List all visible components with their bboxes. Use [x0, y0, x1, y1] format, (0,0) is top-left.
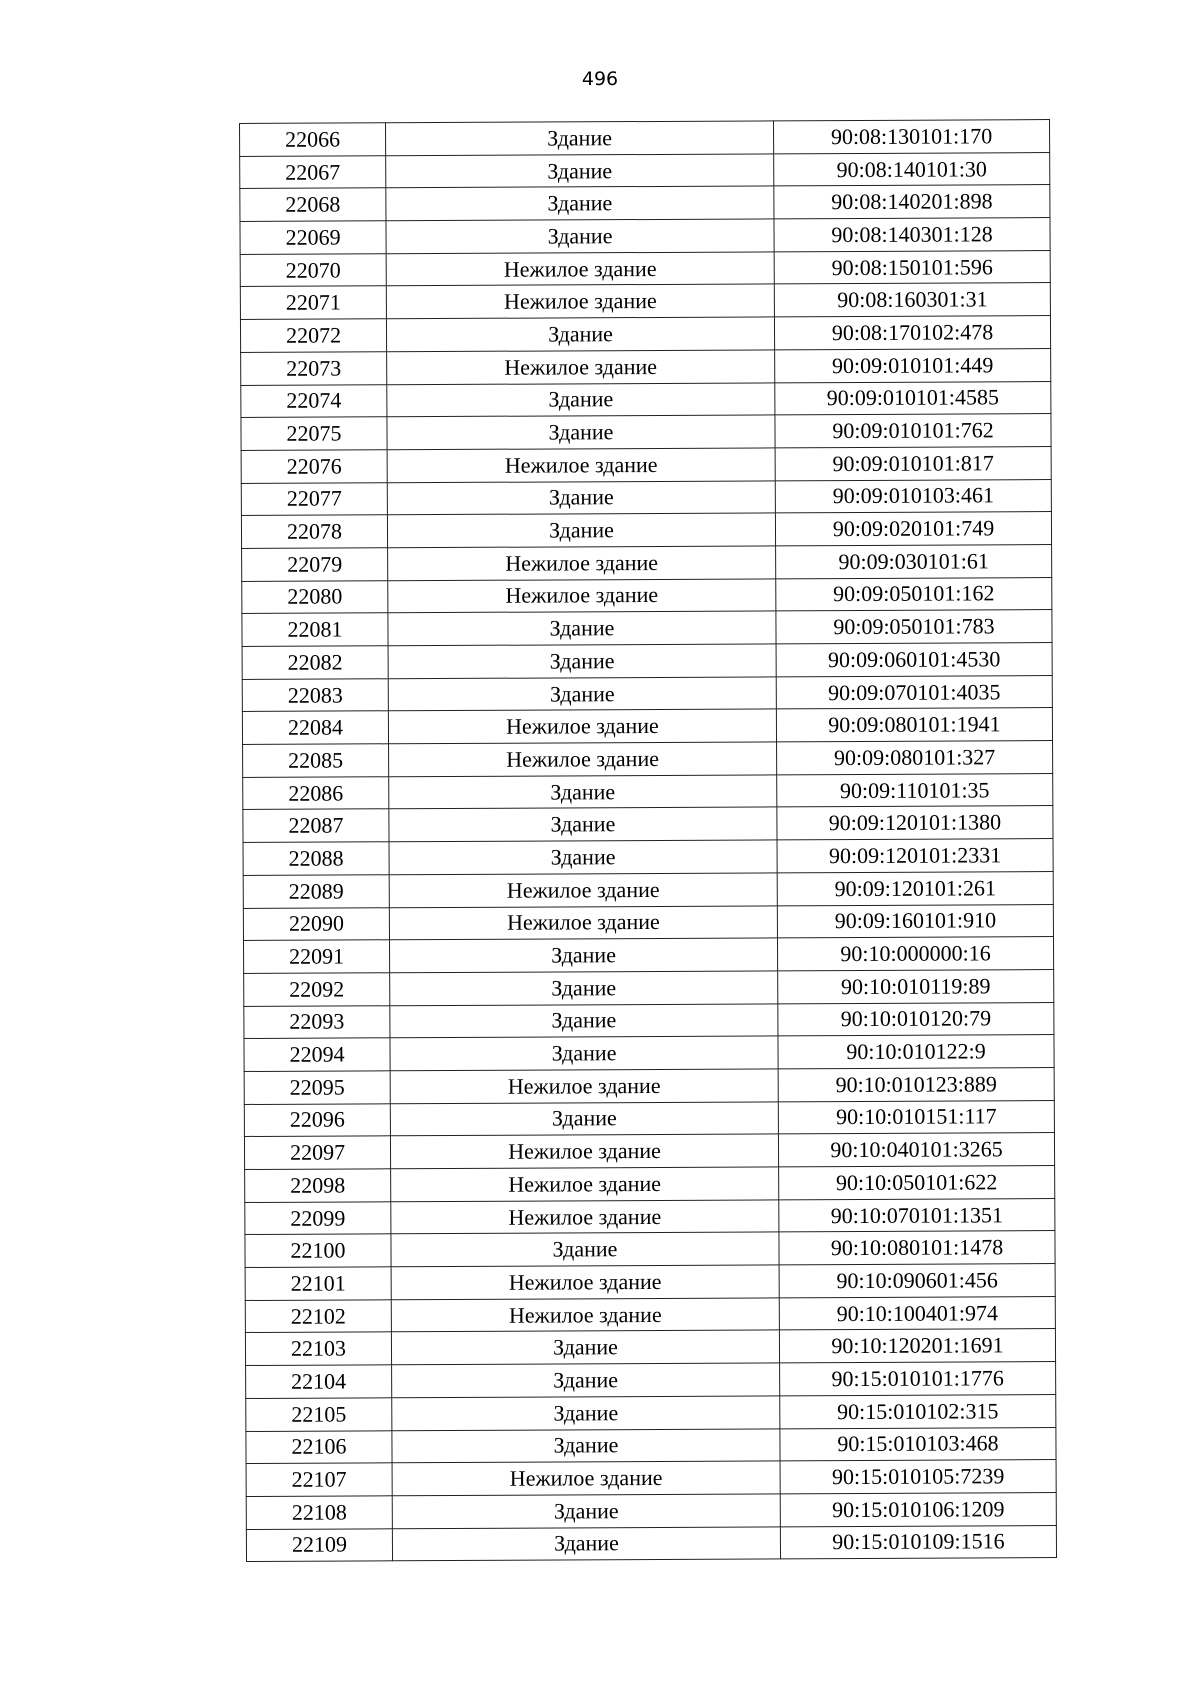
- object-type-cell: Нежилое здание: [389, 873, 777, 908]
- cadastral-number-cell: 90:15:010109:1516: [780, 1525, 1056, 1559]
- table-row: [242, 643, 1052, 680]
- record-number-cell: 22084: [242, 711, 388, 744]
- cadastral-number-cell: 90:10:000000:16: [777, 937, 1053, 971]
- cadastral-number-cell: 90:10:080101:1478: [779, 1231, 1055, 1265]
- table-row: [246, 1427, 1056, 1464]
- object-type-cell: Здание: [388, 644, 776, 679]
- record-number-cell: 22106: [246, 1430, 392, 1463]
- object-type-cell: Здание: [388, 677, 776, 712]
- table-row: [243, 806, 1053, 843]
- cadastral-number-cell: 90:09:060101:4530: [776, 643, 1052, 677]
- cadastral-number-cell: 90:10:070101:1351: [779, 1198, 1055, 1232]
- table-row: [243, 741, 1053, 778]
- cadastral-number-cell: 90:15:010103:468: [780, 1427, 1056, 1461]
- table-row: [245, 1264, 1055, 1301]
- record-number-cell: 22073: [241, 352, 387, 385]
- record-number-cell: 22066: [240, 123, 386, 156]
- object-type-cell: Нежилое здание: [391, 1200, 779, 1235]
- record-number-cell: 22075: [241, 417, 387, 450]
- table-row: [245, 1166, 1055, 1203]
- object-type-cell: Здание: [390, 1003, 778, 1038]
- cadastral-number-cell: 90:09:160101:910: [777, 904, 1053, 938]
- table-row: [241, 512, 1051, 549]
- object-type-cell: Нежилое здание: [389, 905, 777, 940]
- record-number-cell: 22096: [244, 1103, 390, 1136]
- object-type-cell: Здание: [387, 480, 775, 515]
- record-number-cell: 22088: [243, 842, 389, 875]
- record-number-cell: 22069: [240, 221, 386, 254]
- cadastral-number-cell: 90:08:140201:898: [774, 185, 1050, 219]
- table-row: [244, 1067, 1054, 1104]
- record-number-cell: 22085: [243, 744, 389, 777]
- cadastral-number-cell: 90:10:010151:117: [778, 1100, 1054, 1134]
- cadastral-number-cell: 90:08:150101:596: [774, 250, 1050, 284]
- record-number-cell: 22102: [245, 1300, 391, 1333]
- table-row: [240, 218, 1050, 255]
- record-number-cell: 22083: [242, 678, 388, 711]
- cadastral-number-cell: 90:10:010122:9: [778, 1035, 1054, 1069]
- object-type-cell: Нежилое здание: [391, 1265, 779, 1300]
- table-row: [241, 381, 1051, 418]
- record-number-cell: 22105: [246, 1398, 392, 1431]
- object-type-cell: Здание: [386, 186, 774, 221]
- record-number-cell: 22104: [246, 1365, 392, 1398]
- record-number-cell: 22108: [246, 1496, 392, 1529]
- record-number-cell: 22091: [243, 940, 389, 973]
- record-number-cell: 22097: [244, 1136, 390, 1169]
- table-row: [240, 185, 1050, 222]
- object-type-cell: Нежилое здание: [387, 350, 775, 385]
- table-row: [244, 1002, 1054, 1039]
- cadastral-number-cell: 90:10:040101:3265: [778, 1133, 1054, 1167]
- cadastral-number-cell: 90:09:020101:749: [775, 512, 1051, 546]
- table-row: [244, 1100, 1054, 1137]
- record-number-cell: 22086: [243, 777, 389, 810]
- object-type-cell: Здание: [387, 415, 775, 450]
- record-number-cell: 22099: [245, 1201, 391, 1234]
- record-number-cell: 22081: [242, 613, 388, 646]
- object-type-cell: Здание: [392, 1396, 780, 1431]
- record-number-cell: 22100: [245, 1234, 391, 1267]
- table-row: [243, 904, 1053, 941]
- table-row: [240, 283, 1050, 320]
- cadastral-number-cell: 90:08:140101:30: [774, 152, 1050, 186]
- record-number-cell: 22077: [241, 482, 387, 515]
- cadastral-number-cell: 90:09:080101:1941: [776, 708, 1052, 742]
- record-number-cell: 22093: [244, 1005, 390, 1038]
- record-number-cell: 22072: [240, 319, 386, 352]
- cadastral-number-cell: 90:08:160301:31: [774, 283, 1050, 317]
- record-number-cell: 22071: [240, 286, 386, 319]
- table-row: [243, 839, 1053, 876]
- record-number-cell: 22080: [242, 580, 388, 613]
- cadastral-number-cell: 90:09:080101:327: [777, 741, 1053, 775]
- record-number-cell: 22079: [242, 548, 388, 581]
- cadastral-number-cell: 90:09:010101:449: [775, 348, 1051, 382]
- cadastral-number-cell: 90:09:050101:783: [776, 610, 1052, 644]
- record-number-cell: 22076: [241, 450, 387, 483]
- object-type-cell: Здание: [387, 382, 775, 417]
- object-type-cell: Здание: [392, 1494, 780, 1529]
- object-type-cell: Здание: [386, 317, 774, 352]
- record-number-cell: 22087: [243, 809, 389, 842]
- object-type-cell: Здание: [389, 807, 777, 842]
- object-type-cell: Здание: [392, 1428, 780, 1463]
- cadastral-number-cell: 90:09:010101:4585: [775, 381, 1051, 415]
- record-number-cell: 22094: [244, 1038, 390, 1071]
- cadastral-number-cell: 90:09:110101:35: [777, 773, 1053, 807]
- cadastral-number-cell: 90:15:010106:1209: [780, 1492, 1056, 1526]
- table-row: [242, 544, 1052, 581]
- cadastral-number-cell: 90:10:010119:89: [778, 969, 1054, 1003]
- cadastral-number-cell: 90:10:090601:456: [779, 1264, 1055, 1298]
- cadastral-number-cell: 90:15:010101:1776: [780, 1362, 1056, 1396]
- cadastral-number-cell: 90:10:010120:79: [778, 1002, 1054, 1036]
- table-row: [242, 675, 1052, 712]
- table-row: [244, 969, 1054, 1006]
- table-row: [241, 414, 1051, 451]
- object-type-cell: Здание: [391, 1330, 779, 1365]
- table-row: [242, 577, 1052, 614]
- cadastral-number-cell: 90:09:010101:817: [775, 446, 1051, 480]
- table-row: [242, 610, 1052, 647]
- object-type-cell: Здание: [387, 513, 775, 548]
- object-type-cell: Здание: [386, 154, 774, 189]
- cadastral-number-cell: 90:09:010103:461: [775, 479, 1051, 513]
- cadastral-number-cell: 90:15:010102:315: [780, 1394, 1056, 1428]
- object-type-cell: Здание: [390, 1036, 778, 1071]
- object-type-cell: Здание: [392, 1526, 780, 1561]
- record-number-cell: 22101: [245, 1267, 391, 1300]
- table-row: [241, 479, 1051, 516]
- object-type-cell: Здание: [391, 1232, 779, 1267]
- object-type-cell: Нежилое здание: [392, 1461, 780, 1496]
- object-type-cell: Нежилое здание: [388, 709, 776, 744]
- cadastral-number-cell: 90:09:010101:762: [775, 414, 1051, 448]
- page-number: 496: [581, 68, 619, 90]
- object-type-cell: Здание: [392, 1363, 780, 1398]
- table-row: [241, 446, 1051, 483]
- table-row: [240, 316, 1050, 353]
- cadastral-number-cell: 90:09:030101:61: [776, 544, 1052, 578]
- object-type-cell: Здание: [389, 840, 777, 875]
- record-number-cell: 22098: [245, 1169, 391, 1202]
- table-row: [241, 348, 1051, 385]
- table-row: [245, 1329, 1055, 1366]
- object-type-cell: Нежилое здание: [390, 1134, 778, 1169]
- record-number-cell: 22092: [244, 973, 390, 1006]
- table-row: [244, 1133, 1054, 1170]
- record-number-cell: 22107: [246, 1463, 392, 1496]
- cadastral-number-cell: 90:08:130101:170: [773, 120, 1049, 154]
- object-type-cell: Здание: [390, 1102, 778, 1137]
- table-row: [246, 1460, 1056, 1497]
- cadastral-number-cell: 90:09:070101:4035: [776, 675, 1052, 709]
- table-row: [245, 1296, 1055, 1333]
- table-row: [240, 152, 1050, 189]
- table-row: [240, 250, 1050, 287]
- record-number-cell: 22068: [240, 188, 386, 221]
- object-type-cell: Нежилое здание: [390, 1069, 778, 1104]
- cadastral-number-cell: 90:10:050101:622: [779, 1166, 1055, 1200]
- property-table: [239, 119, 1057, 1562]
- cadastral-number-cell: 90:08:140301:128: [774, 218, 1050, 252]
- object-type-cell: Нежилое здание: [388, 546, 776, 581]
- table-row: [240, 120, 1050, 157]
- table-row: [245, 1198, 1055, 1235]
- object-type-cell: Нежилое здание: [391, 1167, 779, 1202]
- object-type-cell: Здание: [390, 971, 778, 1006]
- cadastral-number-cell: 90:09:120101:261: [777, 871, 1053, 905]
- record-number-cell: 22090: [243, 907, 389, 940]
- cadastral-number-cell: 90:08:170102:478: [774, 316, 1050, 350]
- object-type-cell: Нежилое здание: [386, 284, 774, 319]
- record-number-cell: 22067: [240, 155, 386, 188]
- object-type-cell: Нежилое здание: [386, 252, 774, 287]
- object-type-cell: Нежилое здание: [391, 1298, 779, 1333]
- cadastral-number-cell: 90:09:050101:162: [776, 577, 1052, 611]
- table-row: [244, 1035, 1054, 1072]
- table-row: [246, 1525, 1056, 1562]
- table-row: [245, 1231, 1055, 1268]
- record-number-cell: 22103: [245, 1332, 391, 1365]
- cadastral-number-cell: 90:09:120101:2331: [777, 839, 1053, 873]
- record-number-cell: 22089: [243, 875, 389, 908]
- object-type-cell: Здание: [386, 121, 774, 156]
- record-number-cell: 22109: [246, 1528, 392, 1561]
- table-row: [243, 937, 1053, 974]
- table-row: [242, 708, 1052, 745]
- object-type-cell: Здание: [386, 219, 774, 254]
- cadastral-number-cell: 90:10:100401:974: [779, 1296, 1055, 1330]
- cadastral-number-cell: 90:15:010105:7239: [780, 1460, 1056, 1494]
- table-row: [246, 1394, 1056, 1431]
- record-number-cell: 22074: [241, 384, 387, 417]
- object-type-cell: Нежилое здание: [389, 742, 777, 777]
- record-number-cell: 22070: [240, 254, 386, 287]
- object-type-cell: Здание: [388, 611, 776, 646]
- table-row: [246, 1362, 1056, 1399]
- record-number-cell: 22082: [242, 646, 388, 679]
- cadastral-number-cell: 90:09:120101:1380: [777, 806, 1053, 840]
- table-row: [246, 1492, 1056, 1529]
- record-number-cell: 22095: [244, 1071, 390, 1104]
- object-type-cell: Здание: [389, 938, 777, 973]
- table-row: [243, 773, 1053, 810]
- table-row: [243, 871, 1053, 908]
- cadastral-number-cell: 90:10:120201:1691: [779, 1329, 1055, 1363]
- object-type-cell: Нежилое здание: [388, 579, 776, 614]
- property-table-body: [240, 120, 1057, 1562]
- object-type-cell: Здание: [389, 775, 777, 810]
- cadastral-number-cell: 90:10:010123:889: [778, 1067, 1054, 1101]
- object-type-cell: Нежилое здание: [387, 448, 775, 483]
- record-number-cell: 22078: [241, 515, 387, 548]
